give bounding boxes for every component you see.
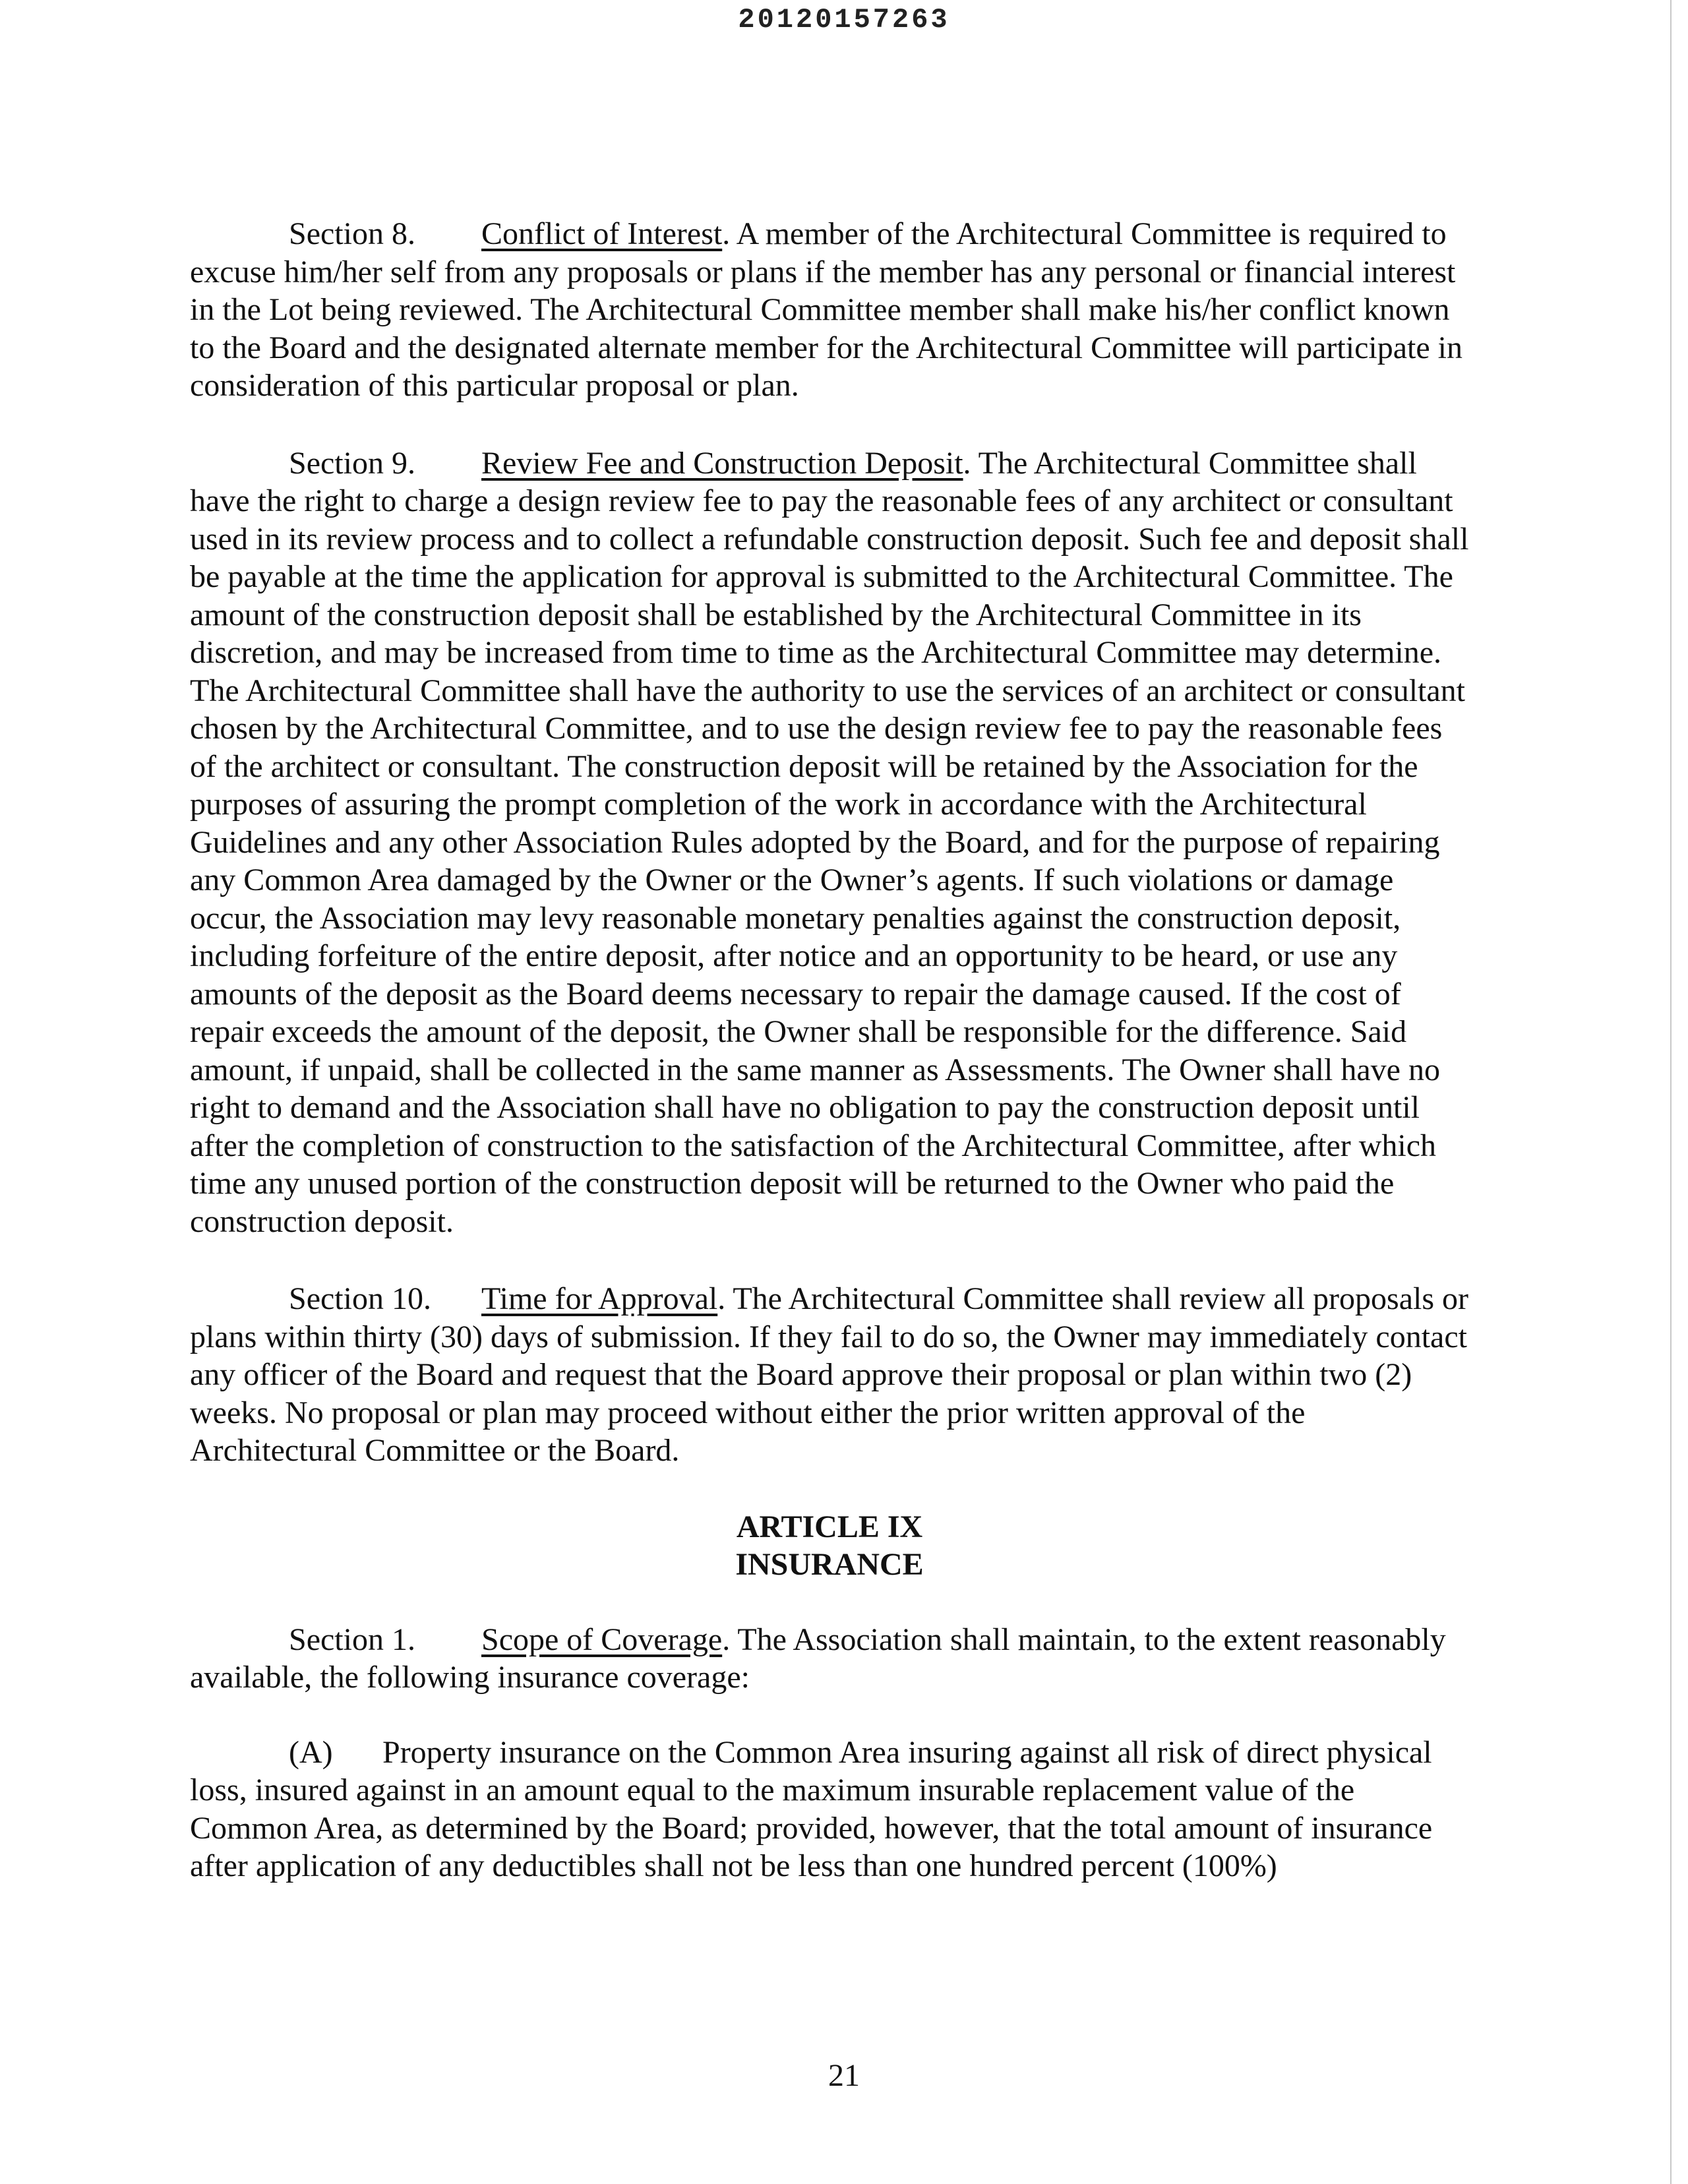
article-heading bbox=[190, 1508, 1469, 1584]
article-number: ARTICLE IX bbox=[736, 1509, 923, 1544]
section-9-label: Section 9. bbox=[289, 445, 415, 481]
section-10-heading: Time for Approval bbox=[481, 1281, 718, 1316]
section-8-label: Section 8. bbox=[289, 216, 415, 251]
subsection-a-paragraph bbox=[190, 1734, 1469, 1885]
subsection-a-text: Property insurance on the Common Area insuring against all risk of direct physical loss, insured against in an amount equal to the maximum insurable replacement value of the Common Area, as determined by the Board; provided, however, that the total amount of insurance after application of any deductibles shall not be less than one hundred percent (100%) bbox=[190, 1734, 1433, 1883]
section-8-text: . A member of the Architectural Committee is required to excuse him/her self from any proposals or plans if the member has any personal or financial interest in the Lot being reviewed. The Architectural Committee member shall make his/her conflict known to the Board and the designated alternate member for the Architectural Committee will participate in consideration of this particular proposal or plan. bbox=[190, 216, 1462, 403]
section-9-paragraph bbox=[190, 444, 1469, 1241]
article-title: INSURANCE bbox=[735, 1547, 924, 1582]
section-10-text: . The Architectural Committee shall review all proposals or plans within thirty (30) days of submission. If they fail to do so, the Owner may immediately contact any officer of the Board and request that the Board approve their proposal or plan within two (2) weeks. No proposal or plan may proceed without either the prior written approval of the Architectural Committee or the Board. bbox=[190, 1281, 1469, 1468]
document-body bbox=[190, 215, 1469, 1885]
article-section-1-label: Section 1. bbox=[289, 1622, 415, 1657]
section-10-label: Section 10. bbox=[289, 1281, 431, 1316]
section-8-paragraph bbox=[190, 215, 1469, 405]
section-8-heading: Conflict of Interest bbox=[481, 216, 723, 251]
scan-edge-line bbox=[1670, 0, 1672, 2184]
article-section-1-paragraph bbox=[190, 1621, 1469, 1697]
document-number: 20120157263 bbox=[738, 4, 950, 36]
section-9-text: . The Architectural Committee shall have the right to charge a design review fee to pay the reasonable fees of any architect or consultant used in its review process and to collect a refundable construction deposit. Such fee and deposit shall be payable at the time the application for approval is submitted to the Architectural Committee. The amount of the construction deposit shall be established by the Architectural Committee in its discretion, and may be increased from time to time as the Architectural Committee may determine. The Architectural Committee shall have the authority to use the services of an architect or consultant chosen by the Architectural Committee, and to use the design review fee to pay the reasonable fees of the architect or consultant. The construction deposit will be retained by the Association for the purposes of assuring the prompt completion of the work in accordance with the Architectural Guidelines and any other Association Rules adopted by the Board, and for the purpose of repairing any Common Area damaged by the Owner or the Owner’s agents. If such violations or damage occur, the Association may levy reasonable monetary penalties against the construction deposit, including forfeiture of the entire deposit, after notice and an opportunity to be heard, or use any amounts of the deposit as the Board deems necessary to repair the damage caused. If the cost of repair exceeds the amount of the deposit, the Owner shall be responsible for the difference. Said amount, if unpaid, shall be collected in the same manner as Assessments. The Owner shall have no right to demand and the Association shall have no obligation to pay the construction deposit until after the completion of construction to the satisfaction of the Architectural Committee, after which time any unused portion of the construction deposit will be returned to the Owner who paid the construction deposit. bbox=[190, 445, 1469, 1239]
article-section-1-text: . The Association shall maintain, to the extent reasonably available, the following insurance coverage: bbox=[190, 1622, 1446, 1695]
page-number: 21 bbox=[828, 2058, 860, 2093]
section-9-heading: Review Fee and Construction Deposit bbox=[481, 445, 963, 481]
subsection-a-label: (A) bbox=[289, 1734, 333, 1770]
article-section-1-heading: Scope of Coverage bbox=[481, 1622, 723, 1657]
section-10-paragraph bbox=[190, 1280, 1469, 1470]
